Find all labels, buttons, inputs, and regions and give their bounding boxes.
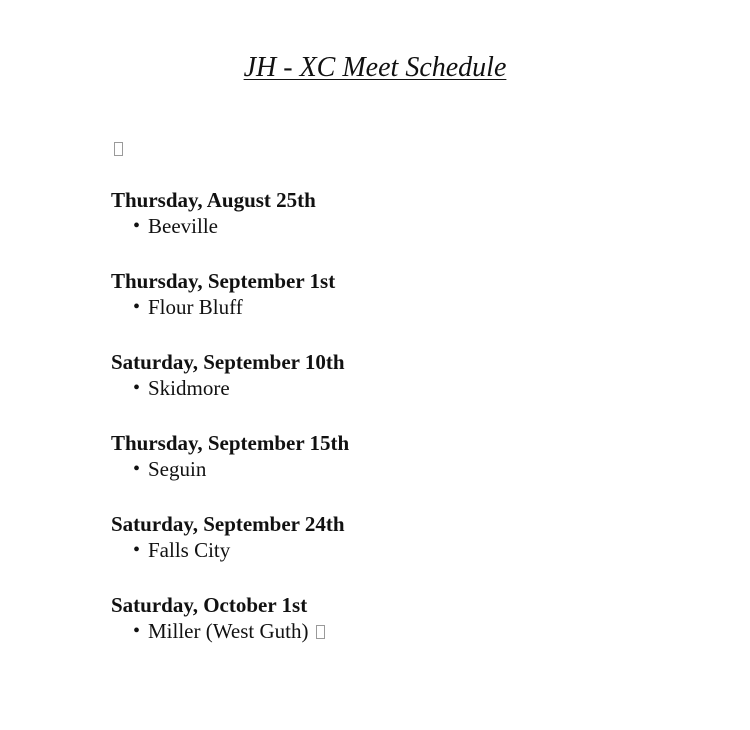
meet-location-item — [111, 619, 671, 644]
meet-location: Miller (West Guth) — [148, 619, 309, 643]
bullet-icon: • — [133, 215, 141, 237]
bullet-icon: • — [133, 377, 141, 399]
meet-location-item — [111, 214, 671, 239]
meet-location: Falls City — [148, 538, 231, 562]
bullet-icon: • — [133, 539, 141, 561]
meet-location-item — [111, 457, 671, 482]
meet-location: Flour Bluff — [148, 295, 243, 319]
meet-date: Saturday, September 24th — [111, 512, 345, 536]
meet-entry — [111, 348, 671, 429]
meet-date: Saturday, September 10th — [111, 350, 345, 374]
missing-glyph-icon — [114, 142, 123, 156]
meet-location: Seguin — [148, 457, 207, 481]
meet-entry — [111, 186, 671, 267]
meet-date: Thursday, September 15th — [111, 431, 350, 455]
meet-entry — [111, 429, 671, 510]
meet-location: Skidmore — [148, 376, 230, 400]
meet-schedule-list — [111, 186, 671, 672]
meet-date: Thursday, September 1st — [111, 269, 336, 293]
meet-location: Beeville — [148, 214, 218, 238]
document-title: JH - XC Meet Schedule — [243, 52, 507, 83]
meet-location-item — [111, 376, 671, 401]
bullet-icon: • — [133, 296, 141, 318]
meet-entry — [111, 267, 671, 348]
meet-location-item — [111, 538, 671, 563]
bullet-icon: • — [133, 458, 141, 480]
meet-entry — [111, 510, 671, 591]
meet-date: Saturday, October 1st — [111, 593, 308, 617]
meet-entry — [111, 591, 671, 672]
meet-location-item — [111, 295, 671, 320]
meet-date: Thursday, August 25th — [111, 188, 316, 212]
missing-glyph-icon — [316, 625, 325, 639]
bullet-icon: • — [133, 620, 141, 642]
